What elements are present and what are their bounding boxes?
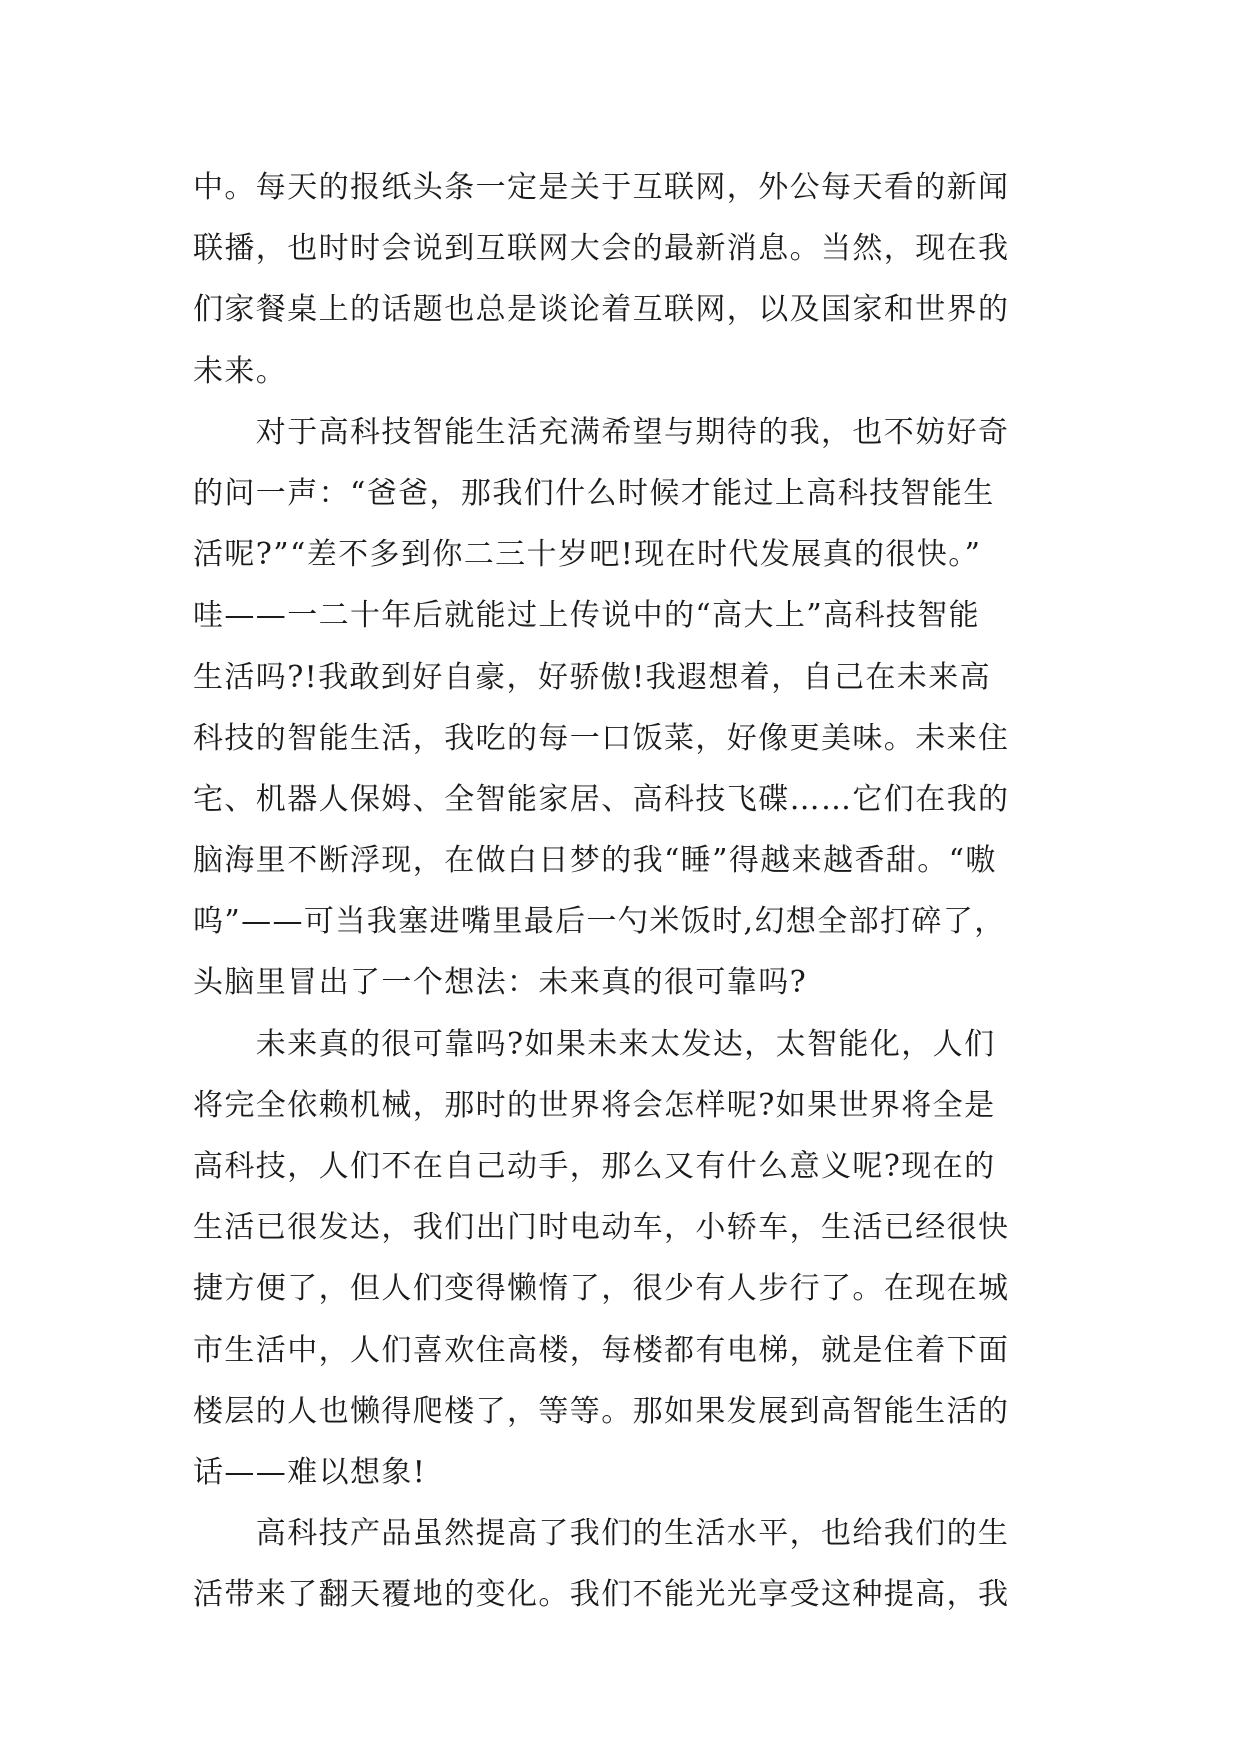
text-line: 活带来了翻天覆地的变化。我们不能光光享受这种提高，我 bbox=[193, 1577, 1010, 1613]
text-line: 市生活中，人们喜欢住高楼，每楼都有电梯，就是住着下面 bbox=[193, 1332, 1010, 1368]
text-line: 高科技产品虽然提高了我们的生活水平，也给我们的生 bbox=[193, 1516, 1010, 1552]
text-line: 中。每天的报纸头条一定是关于互联网，外公每天看的新闻 bbox=[193, 170, 1010, 205]
text-line: 们家餐桌上的话题也总是谈论着互联网，以及国家和世界的 bbox=[193, 292, 1010, 328]
text-line: 联播，也时时会说到互联网大会的最新消息。当然，现在我 bbox=[193, 231, 1010, 267]
body-text bbox=[193, 157, 1053, 1626]
text-line: 未来真的很可靠吗?如果未来太发达，太智能化，人们 bbox=[193, 1026, 996, 1062]
text-line: 活呢?”“差不多到你二三十岁吧!现在时代发展真的很快。” bbox=[193, 537, 982, 573]
text-line: 呜”——可当我塞进嘴里最后一勺米饭时,幻想全部打碎了， bbox=[193, 904, 1006, 940]
text-line: 生活已很发达，我们出门时电动车，小轿车，生活已经很快 bbox=[193, 1210, 1010, 1246]
text-line: 未来。 bbox=[193, 353, 288, 389]
text-line: 楼层的人也懒得爬楼了，等等。那如果发展到高智能生活的 bbox=[193, 1393, 1010, 1429]
text-line: 科技的智能生活，我吃的每一口饭菜，好像更美味。未来住 bbox=[193, 720, 1010, 756]
text-line: 高科技，人们不在自己动手，那么又有什么意义呢?现在的 bbox=[193, 1149, 996, 1184]
text-line: 哇——一二十年后就能过上传说中的“高大上”高科技智能 bbox=[193, 598, 981, 634]
text-line: 将完全依赖机械，那时的世界将会怎样呢?如果世界将全是 bbox=[193, 1087, 996, 1123]
text-line: 的问一声：“爸爸，那我们什么时候才能过上高科技智能生 bbox=[193, 475, 995, 511]
text-line: 头脑里冒出了一个想法：未来真的很可靠吗? bbox=[193, 965, 808, 1001]
text-line: 对于高科技智能生活充满希望与期待的我，也不妨好奇 bbox=[193, 414, 1010, 450]
text-line: 生活吗?!我敢到好自豪，好骄傲!我遐想着，自己在未来高 bbox=[193, 659, 991, 695]
text-line: 宅、机器人保姆、全智能家居、高科技飞碟……它们在我的 bbox=[193, 781, 1010, 817]
text-line: 话——难以想象! bbox=[193, 1454, 427, 1490]
text-line: 脑海里不断浮现，在做白日梦的我“睡”得越来越香甜。“嗷 bbox=[193, 843, 997, 879]
text-line: 捷方便了，但人们变得懒惰了，很少有人步行了。在现在城 bbox=[193, 1271, 1010, 1307]
